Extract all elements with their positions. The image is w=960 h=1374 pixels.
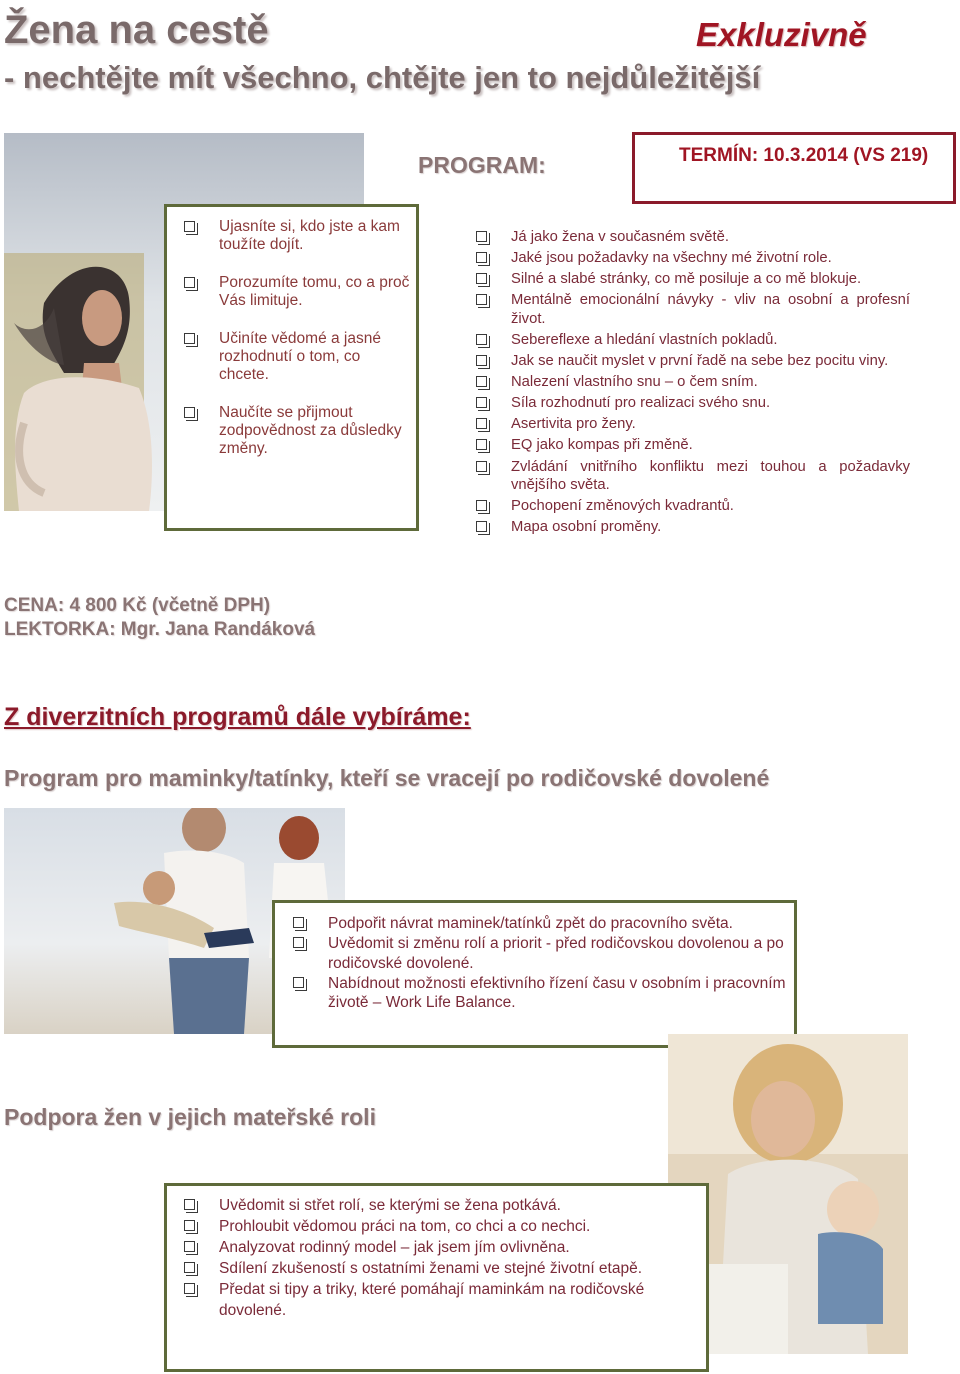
checkbox-icon [476,355,487,366]
checkbox-icon [184,1241,195,1252]
checkbox-icon [184,1220,195,1231]
mother-program-title: Podpora žen v jejich mateřské roli [4,1104,376,1130]
list-item: Síla rozhodnutí pro realizaci svého snu. [474,394,910,413]
list-item: Uvědomit si změnu rolí a priorit - před rodičovskou dovolenou a po rodičovské dovolené. [291,934,791,973]
list-item: Porozumíte tomu, co a proč Vás limituje. [182,274,412,310]
list-item: Já jako žena v současném světě. [474,228,910,247]
checkbox-icon [184,277,195,288]
checkbox-icon [476,397,487,408]
page-subtitle: - nechtějte mít všechno, chtějte jen to nejdůležitější [4,60,761,95]
checkbox-icon [476,439,487,450]
list-item: Ujasníte si, kdo jste a kam toužíte dojít. [182,218,412,254]
checkbox-icon [476,521,487,532]
program-list [474,228,910,539]
list-item: Zvládání vnitřního konfliktu mezi touhou a požadavky vnějšího světa. [474,458,910,495]
checkbox-icon [184,407,195,418]
diverse-programs-heading: Z diverzitních programů dále vybíráme: [4,703,471,731]
list-item: Nabídnout možnosti efektivního řízení času v osobním i pracovním životě – Work Life Balance. [291,974,791,1013]
mother-program-list [182,1196,702,1322]
list-item: Jak se naučit myslet v první řadě na sebe bez pocitu viny. [474,352,910,371]
checkbox-icon [184,1283,195,1294]
list-item: Analyzovat rodinný model – jak jsem jím ovlivněna. [182,1238,702,1259]
checkbox-icon [184,1262,195,1273]
list-item: Naučíte se přijmout zodpovědnost za důsledky změny. [182,404,412,458]
list-item: Prohloubit vědomou práci na tom, co chci a co nechci. [182,1217,702,1238]
list-item: Podpořit návrat maminek/tatínků zpět do pracovního světa. [291,914,791,934]
checkbox-icon [476,461,487,472]
checkbox-icon [293,937,304,948]
checkbox-icon [184,1199,195,1210]
checkbox-icon [476,294,487,305]
termin-date: TERMÍN: 10.3.2014 (VS 219) [679,145,929,166]
parents-program-list [291,914,791,1013]
list-item: Mapa osobní proměny. [474,518,910,537]
list-item: Pochopení změnových kvadrantů. [474,497,910,516]
termin-box [632,132,956,204]
list-item: Předat si tipy a triky, které pomáhají maminkám na rodičovské dovolené. [182,1280,702,1321]
checkbox-icon [476,334,487,345]
list-item: Sdílení zkušeností s ostatními ženami ve stejné životní etapě. [182,1259,702,1280]
page-title: Žena na cestě [4,8,269,52]
list-item: Sebereflexe a hledání vlastních pokladů. [474,331,910,350]
list-item: Silné a slabé stránky, co mě posiluje a co mě blokuje. [474,270,910,289]
list-item: EQ jako kompas při změně. [474,436,910,455]
checkbox-icon [293,977,304,988]
benefits-list [182,218,412,478]
price-info [4,594,315,642]
list-item: Nalezení vlastního snu – o čem sním. [474,373,910,392]
program-heading: PROGRAM: [418,152,546,178]
exclusive-label: Exkluzivně [696,16,867,53]
checkbox-icon [476,231,487,242]
list-item: Uvědomit si střet rolí, se kterými se žena potkává. [182,1196,702,1217]
checkbox-icon [476,500,487,511]
checkbox-icon [476,376,487,387]
price: CENA: 4 800 Kč (včetně DPH) [4,595,271,616]
checkbox-icon [184,333,195,344]
checkbox-icon [293,917,304,928]
list-item: Asertivita pro ženy. [474,415,910,434]
list-item: Jaké jsou požadavky na všechny mé životní role. [474,249,910,268]
checkbox-icon [476,418,487,429]
checkbox-icon [476,273,487,284]
list-item: Učiníte vědomé a jasné rozhodnutí o tom, co chcete. [182,330,412,384]
checkbox-icon [476,252,487,263]
lecturer: LEKTORKA: Mgr. Jana Randáková [4,619,316,640]
list-item: Mentálně emocionální návyky - vliv na osobní a profesní život. [474,291,910,328]
parents-program-title: Program pro maminky/tatínky, kteří se vracejí po rodičovské dovolené [4,765,770,791]
checkbox-icon [184,221,195,232]
